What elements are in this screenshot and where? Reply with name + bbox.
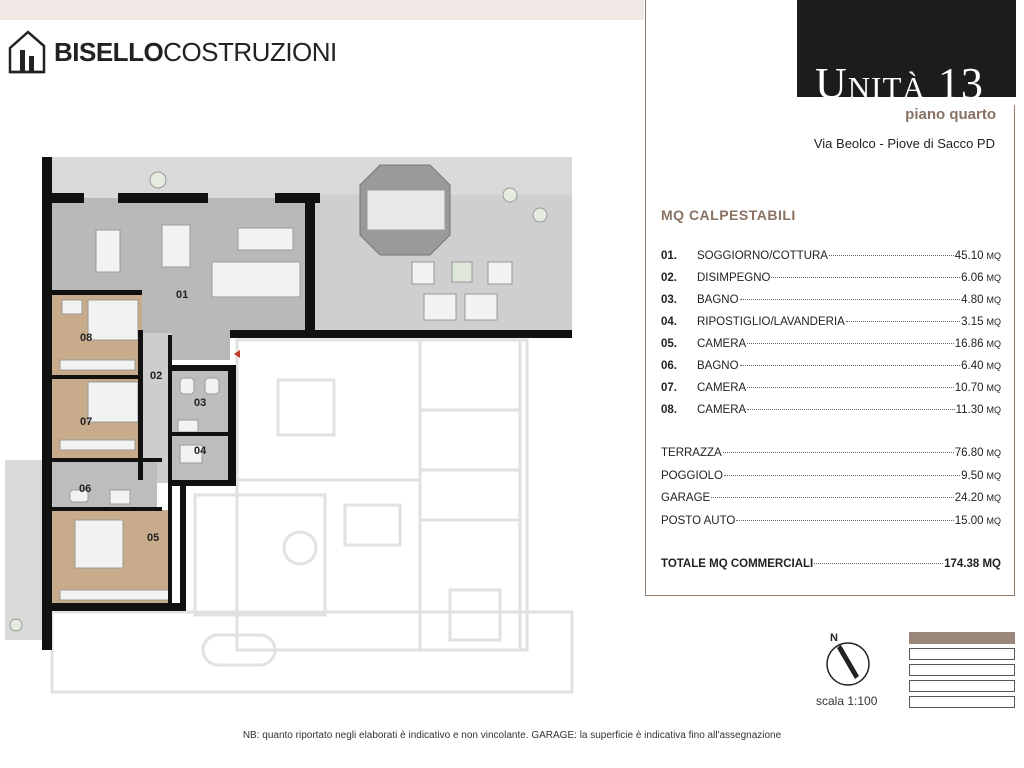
room-areas-list <box>661 250 1001 426</box>
extra-areas-list <box>661 447 1001 537</box>
brand-rest: COSTRUZIONI <box>163 36 337 67</box>
areas-title: MQ CALPESTABILI <box>661 207 796 223</box>
room-row: 06. BAGNO 6.40 MQ <box>661 360 1001 372</box>
extra-row: GARAGE 24.20 MQ <box>661 492 1001 504</box>
total-value: 174.38 MQ <box>944 558 1001 570</box>
room-label-05: 05 <box>147 532 160 544</box>
extra-row: POSTO AUTO 15.00 MQ <box>661 514 1001 527</box>
header-band <box>0 0 644 20</box>
legend-box <box>909 648 1015 660</box>
legend-boxes <box>909 632 1015 712</box>
legend-box <box>909 664 1015 676</box>
room-row: 05. CAMERA 16.86 MQ <box>661 338 1001 350</box>
north-arrow-icon <box>824 630 872 690</box>
extra-row: TERRAZZA 76.80 MQ <box>661 447 1001 459</box>
unit-title: Unità 13 <box>815 59 984 108</box>
compass-label: N <box>830 632 838 644</box>
brand-bold: BISELLO <box>54 36 164 67</box>
floor-plan <box>0 150 600 700</box>
floor-label: piano quarto <box>905 106 996 123</box>
room-label-03: 03 <box>194 397 207 409</box>
room-label-06: 06 <box>79 483 92 495</box>
disclaimer-note: NB: quanto riportato negli elaborati è indicativo e non vincolante. GARAGE: la superficie è indicativa fino all'assegnazione <box>242 730 782 741</box>
legend-box <box>909 632 1015 644</box>
room-row: 07. CAMERA 10.70 MQ <box>661 382 1001 394</box>
legend-box <box>909 696 1015 708</box>
brand-logo <box>8 30 337 74</box>
room-row: 02. DISIMPEGNO 6.06 MQ <box>661 272 1001 284</box>
scale-label: scala 1:100 <box>816 694 878 708</box>
room-label-07: 07 <box>80 416 93 428</box>
room-label-08: 08 <box>80 332 93 344</box>
room-label-02: 02 <box>150 370 163 382</box>
total-row <box>661 558 1001 570</box>
address: Via Beolco - Piove di Sacco PD <box>813 136 995 151</box>
house-logo-icon <box>8 30 46 74</box>
extra-row: POGGIOLO 9.50 MQ <box>661 469 1001 482</box>
balcony <box>5 460 45 640</box>
room-label-04: 04 <box>194 445 207 457</box>
room-row: 01. SOGGIORNO/COTTURA 45.10 MQ <box>661 250 1001 262</box>
room-row: 08. CAMERA 11.30 MQ <box>661 404 1001 416</box>
total-label: TOTALE MQ COMMERCIALI <box>661 558 814 570</box>
room-row: 03. BAGNO 4.80 MQ <box>661 294 1001 306</box>
legend-box <box>909 680 1015 692</box>
room-row: 04. RIPOSTIGLIO/LAVANDERIA 3.15 MQ <box>661 316 1001 328</box>
room-label-01: 01 <box>176 289 189 301</box>
